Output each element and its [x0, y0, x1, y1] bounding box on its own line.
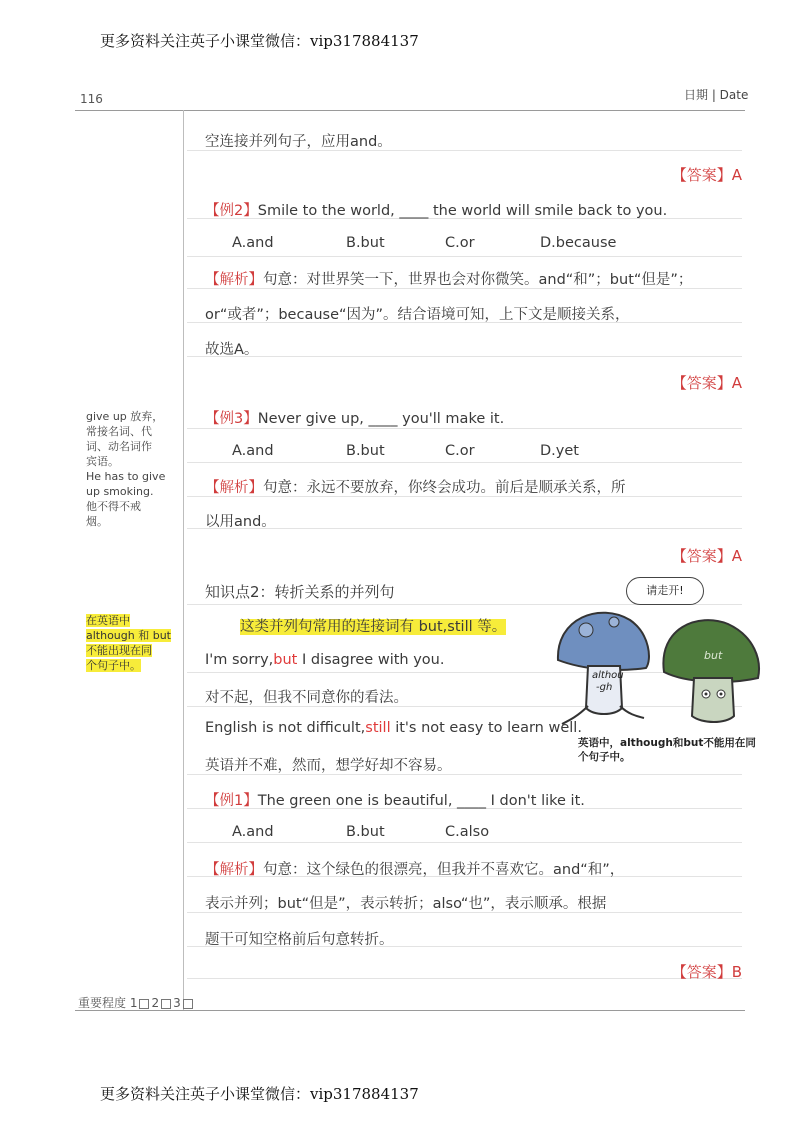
ruled-line: [187, 842, 742, 843]
ruled-line: [187, 978, 742, 979]
intro-line: 空连接并列句子，应用and。: [205, 134, 392, 150]
example-sentence-2: English is not difficult,still it's not easy to learn well.: [205, 720, 582, 736]
side-note-give-up: give up 放弃， 常接名词、代 词、动名词作 宾语。 He has to give up smoking. 他不得不戒 烟。: [86, 410, 166, 528]
ruled-line: [187, 256, 742, 257]
answer-label: 【答案】A: [671, 166, 742, 184]
option-b: B.but: [346, 235, 385, 251]
example-3-analysis: 【解析】句意：永远不要放弃，你终会成功。前后是顺承关系，所: [205, 480, 626, 496]
option-d: D.because: [540, 235, 617, 251]
option-c: C.or: [445, 235, 475, 251]
side-note-although: 在英语中 although 和 but 不能出现在同 个句子中。: [86, 614, 171, 672]
example-1-analysis: 【解析】句意：这个绿色的很漂亮，但我并不喜欢它。and“和”，: [205, 862, 625, 878]
option-d: D.yet: [540, 443, 579, 459]
example-sentence-1: I'm sorry,but I disagree with you.: [205, 652, 445, 668]
watermark-bottom: 更多资料关注英子小课堂微信：vip317884137: [100, 1085, 419, 1103]
mushroom-illustration: [548, 598, 778, 738]
importance-rating: 重要程度 1 2 3: [78, 994, 195, 1011]
speech-bubble: 请走开!: [626, 577, 704, 605]
svg-text:-gh: -gh: [596, 682, 613, 693]
option-c: C.also: [445, 824, 490, 840]
illustration-caption: 英语中，although和but不能用在同 个句子中。: [578, 737, 756, 763]
analysis-line: 题干可知空格前后句意转折。: [205, 932, 394, 948]
option-a: A.and: [232, 235, 274, 251]
example-2-question: 【例2】Smile to the world, ____ the world will smile back to you.: [205, 203, 668, 219]
header-rule: [75, 110, 745, 111]
ruled-line: [187, 462, 742, 463]
option-b: B.but: [346, 824, 385, 840]
example-3-question: 【例3】Never give up, ____ you'll make it.: [205, 411, 505, 427]
option-a: A.and: [232, 824, 274, 840]
analysis-line: or“或者”；because“因为”。结合语境可知，上下文是顺接关系，: [205, 307, 630, 323]
answer-label: 【答案】A: [671, 374, 742, 392]
analysis-line: 以用and。: [205, 514, 276, 530]
answer-label: 【答案】A: [671, 547, 742, 565]
knowledge-highlight: 这类并列句常用的连接词有 but,still 等。: [240, 619, 507, 635]
option-b: B.but: [346, 443, 385, 459]
page-number: 116: [80, 92, 103, 106]
analysis-line: 故选A。: [205, 342, 259, 358]
answer-label: 【答案】B: [671, 963, 742, 981]
example-sentence-1-cn: 对不起，但我不同意你的看法。: [205, 690, 408, 706]
svg-text:but: but: [704, 649, 723, 662]
ruled-line: [187, 428, 742, 429]
ruled-line: [187, 356, 742, 357]
margin-line: [183, 110, 184, 1010]
option-a: A.and: [232, 443, 274, 459]
knowledge-title: 知识点2：转折关系的并列句: [205, 583, 395, 601]
example-1-question: 【例1】The green one is beautiful, ____ I don't like it.: [205, 793, 585, 809]
option-c: C.or: [445, 443, 475, 459]
analysis-line: 表示并列；but“但是”，表示转折；also“也”，表示顺承。根据: [205, 896, 607, 912]
date-label: 日期 | Date: [684, 88, 749, 102]
example-2-analysis: 【解析】句意：对世界笑一下，世界也会对你微笑。and“和”；but“但是”；: [205, 272, 693, 288]
example-sentence-2-cn: 英语并不难，然而，想学好却不容易。: [205, 758, 452, 774]
watermark-top: 更多资料关注英子小课堂微信：vip317884137: [100, 32, 419, 50]
svg-text:althou: althou: [592, 670, 624, 681]
